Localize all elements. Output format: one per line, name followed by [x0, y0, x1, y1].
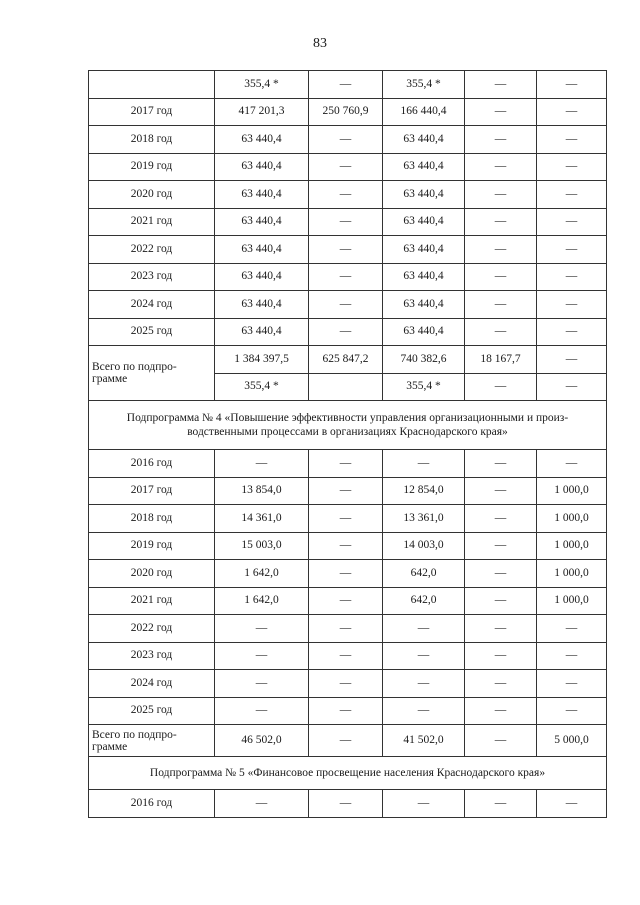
federal-cell: —	[309, 153, 383, 181]
total-cell: 15 003,0	[215, 532, 309, 560]
table-row	[89, 670, 607, 698]
extra-cell: 5 000,0	[537, 725, 607, 757]
year-cell: 2020 год	[89, 181, 215, 209]
year-cell: 2017 год	[89, 477, 215, 505]
local-cell: —	[465, 98, 537, 126]
year-cell: 2019 год	[89, 153, 215, 181]
federal-cell: 625 847,2	[309, 346, 383, 374]
table-row	[89, 560, 607, 588]
budget-table	[88, 70, 607, 818]
year-cell: 2023 год	[89, 263, 215, 291]
total-cell: 14 361,0	[215, 505, 309, 533]
total-cell: 63 440,4	[215, 236, 309, 264]
year-cell: 2025 год	[89, 318, 215, 346]
federal-cell: —	[309, 697, 383, 725]
year-cell: 2024 год	[89, 291, 215, 319]
table-row	[89, 153, 607, 181]
regional-cell: 642,0	[383, 587, 465, 615]
federal-cell: —	[309, 181, 383, 209]
local-cell: —	[465, 477, 537, 505]
total-row	[89, 346, 607, 374]
local-cell: —	[465, 236, 537, 264]
extra-cell: —	[537, 790, 607, 818]
total-cell: —	[215, 615, 309, 643]
extra-cell: 1 000,0	[537, 505, 607, 533]
regional-cell: 740 382,6	[383, 346, 465, 374]
year-cell: 2018 год	[89, 126, 215, 154]
federal-cell: —	[309, 587, 383, 615]
federal-cell: —	[309, 318, 383, 346]
local-cell: —	[465, 615, 537, 643]
year-cell: 2021 год	[89, 208, 215, 236]
total-label: Всего по подпро- грамме	[89, 725, 215, 757]
extra-cell: —	[537, 670, 607, 698]
local-cell: —	[465, 587, 537, 615]
table-row	[89, 71, 607, 99]
regional-cell: 41 502,0	[383, 725, 465, 757]
year-cell: 2025 год	[89, 697, 215, 725]
page-number: 83	[313, 36, 327, 51]
total-cell: —	[215, 697, 309, 725]
local-cell: —	[465, 505, 537, 533]
extra-cell: —	[537, 697, 607, 725]
local-cell: —	[465, 790, 537, 818]
table-row	[89, 263, 607, 291]
federal-cell: —	[309, 208, 383, 236]
total-cell: —	[215, 450, 309, 478]
year-cell: 2021 год	[89, 587, 215, 615]
extra-cell: —	[537, 373, 607, 401]
year-cell: 2023 год	[89, 642, 215, 670]
federal-cell: —	[309, 670, 383, 698]
regional-cell: 13 361,0	[383, 505, 465, 533]
federal-cell: —	[309, 560, 383, 588]
section-header-row	[89, 401, 607, 450]
local-cell: —	[465, 181, 537, 209]
regional-cell: —	[383, 450, 465, 478]
federal-cell: —	[309, 126, 383, 154]
regional-cell: —	[383, 790, 465, 818]
total-cell: 63 440,4	[215, 181, 309, 209]
total-cell: 13 854,0	[215, 477, 309, 505]
regional-cell: —	[383, 642, 465, 670]
federal-cell	[309, 373, 383, 401]
local-cell: —	[465, 697, 537, 725]
table-body	[89, 71, 607, 818]
federal-cell: 250 760,9	[309, 98, 383, 126]
local-cell: —	[465, 153, 537, 181]
federal-cell: —	[309, 477, 383, 505]
local-cell: —	[465, 71, 537, 99]
regional-cell: 63 440,4	[383, 318, 465, 346]
local-cell: —	[465, 670, 537, 698]
extra-cell: —	[537, 208, 607, 236]
local-cell: —	[465, 532, 537, 560]
local-cell: —	[465, 318, 537, 346]
total-cell: 355,4 *	[215, 373, 309, 401]
table-row	[89, 126, 607, 154]
table-row	[89, 477, 607, 505]
regional-cell: —	[383, 615, 465, 643]
table-row	[89, 291, 607, 319]
local-cell: —	[465, 450, 537, 478]
extra-cell: —	[537, 181, 607, 209]
local-cell: 18 167,7	[465, 346, 537, 374]
year-cell: 2016 год	[89, 450, 215, 478]
extra-cell: —	[537, 450, 607, 478]
year-cell: 2016 год	[89, 790, 215, 818]
local-cell: —	[465, 263, 537, 291]
regional-cell: 642,0	[383, 560, 465, 588]
section-header-row	[89, 757, 607, 790]
regional-cell: —	[383, 697, 465, 725]
extra-cell: —	[537, 346, 607, 374]
table-row	[89, 532, 607, 560]
year-cell	[89, 71, 215, 99]
year-cell: 2017 год	[89, 98, 215, 126]
regional-cell: 14 003,0	[383, 532, 465, 560]
table-row	[89, 318, 607, 346]
total-cell: 63 440,4	[215, 291, 309, 319]
table-row	[89, 236, 607, 264]
extra-cell: —	[537, 71, 607, 99]
regional-cell: 63 440,4	[383, 236, 465, 264]
extra-cell: —	[537, 98, 607, 126]
federal-cell: —	[309, 642, 383, 670]
subprogram-title: Подпрограмма № 5 «Финансовое просвещение населения Краснодарского края»	[89, 757, 607, 790]
table-row	[89, 208, 607, 236]
table-row	[89, 505, 607, 533]
total-label: Всего по подпро- грамме	[89, 346, 215, 401]
table-row	[89, 587, 607, 615]
total-cell: 1 642,0	[215, 560, 309, 588]
year-cell: 2020 год	[89, 560, 215, 588]
local-cell: —	[465, 725, 537, 757]
extra-cell: 1 000,0	[537, 560, 607, 588]
local-cell: —	[465, 208, 537, 236]
extra-cell: —	[537, 615, 607, 643]
year-cell: 2019 год	[89, 532, 215, 560]
federal-cell: —	[309, 71, 383, 99]
federal-cell: —	[309, 263, 383, 291]
table-row	[89, 450, 607, 478]
federal-cell: —	[309, 615, 383, 643]
regional-cell: 12 854,0	[383, 477, 465, 505]
table-row	[89, 642, 607, 670]
regional-cell: 355,4 *	[383, 373, 465, 401]
local-cell: —	[465, 560, 537, 588]
total-cell: —	[215, 790, 309, 818]
total-cell: 417 201,3	[215, 98, 309, 126]
extra-cell: —	[537, 153, 607, 181]
federal-cell: —	[309, 291, 383, 319]
regional-cell: 63 440,4	[383, 181, 465, 209]
table-row	[89, 615, 607, 643]
total-cell: 46 502,0	[215, 725, 309, 757]
total-cell: 355,4 *	[215, 71, 309, 99]
year-cell: 2024 год	[89, 670, 215, 698]
federal-cell: —	[309, 725, 383, 757]
local-cell: —	[465, 373, 537, 401]
extra-cell: —	[537, 126, 607, 154]
local-cell: —	[465, 126, 537, 154]
extra-cell: —	[537, 642, 607, 670]
year-cell: 2018 год	[89, 505, 215, 533]
year-cell: 2022 год	[89, 236, 215, 264]
regional-cell: 63 440,4	[383, 126, 465, 154]
federal-cell: —	[309, 236, 383, 264]
total-cell: 63 440,4	[215, 208, 309, 236]
subprogram-title: Подпрограмма № 4 «Повышение эффективности управления организационными и произ-водственными процессами в организациях Краснодарского края»	[89, 401, 607, 450]
total-cell: 63 440,4	[215, 263, 309, 291]
federal-cell: —	[309, 450, 383, 478]
total-cell: 63 440,4	[215, 318, 309, 346]
total-row	[89, 725, 607, 757]
extra-cell: —	[537, 291, 607, 319]
regional-cell: 166 440,4	[383, 98, 465, 126]
regional-cell: —	[383, 670, 465, 698]
local-cell: —	[465, 642, 537, 670]
table-row	[89, 98, 607, 126]
federal-cell: —	[309, 532, 383, 560]
total-cell: 1 384 397,5	[215, 346, 309, 374]
total-cell: —	[215, 642, 309, 670]
regional-cell: 63 440,4	[383, 153, 465, 181]
federal-cell: —	[309, 790, 383, 818]
regional-cell: 63 440,4	[383, 263, 465, 291]
extra-cell: 1 000,0	[537, 477, 607, 505]
table-row	[89, 790, 607, 818]
extra-cell: 1 000,0	[537, 587, 607, 615]
total-cell: 63 440,4	[215, 153, 309, 181]
table-row	[89, 181, 607, 209]
total-cell: 63 440,4	[215, 126, 309, 154]
table-row	[89, 697, 607, 725]
extra-cell: —	[537, 263, 607, 291]
regional-cell: 355,4 *	[383, 71, 465, 99]
local-cell: —	[465, 291, 537, 319]
total-cell: —	[215, 670, 309, 698]
year-cell: 2022 год	[89, 615, 215, 643]
total-cell: 1 642,0	[215, 587, 309, 615]
extra-cell: 1 000,0	[537, 532, 607, 560]
extra-cell: —	[537, 318, 607, 346]
regional-cell: 63 440,4	[383, 291, 465, 319]
federal-cell: —	[309, 505, 383, 533]
extra-cell: —	[537, 236, 607, 264]
regional-cell: 63 440,4	[383, 208, 465, 236]
